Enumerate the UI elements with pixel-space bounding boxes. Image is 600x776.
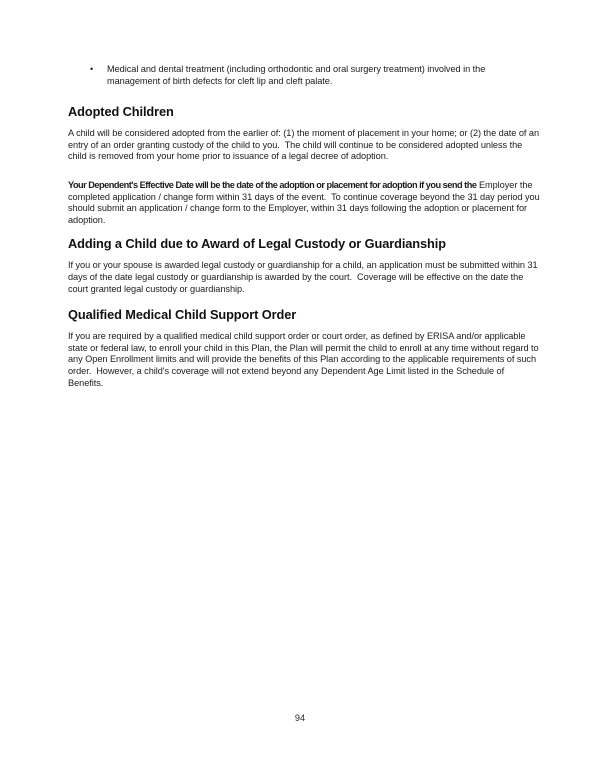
bullet-item-text: Medical and dental treatment (including orthodontic and oral surgery treatment) involved in the management of birth defects for cleft lip and cleft palate. [107,64,488,86]
list-item [90,64,540,87]
section-heading-legal-custody: Adding a Child due to Award of Legal Custody or Guardianship [68,236,446,252]
section-heading-adopted-children: Adopted Children [68,104,174,120]
page-content [68,64,543,389]
paragraph-adopted-definition: A child will be considered adopted from the earlier of: (1) the moment of placement in your home; or (2) the date of an entry of an order granting custody of the child to you. The child will continue to be considered adopted unless the child is removed from your home prior to issuance of a legal decree of adoption. [68,128,542,162]
page-number: 94 [294,713,306,723]
bullet-icon: • [90,64,94,74]
paragraph-qmcso: If you are required by a qualified medical child support order or court order, as defined by ERISA and/or applicable state or federal law, to enroll your child in this Plan, the Plan will permit the child to enroll at any time without regard to any Open Enrollment limits and will provide the benefits of this Plan according to the applicable requirements of such order. However, a child's coverage will not extend beyond any Dependent Age Limit listed in the Schedule of Benefits. [68,331,542,388]
paragraph-bold-lead: Your Dependent's Effective Date will be the date of the adoption or placement for adoption if you send the [68,179,477,190]
paragraph-effective-date [68,179,543,226]
paragraph-legal-custody: If you or your spouse is awarded legal custody or guardianship for a child, an application must be submitted within 31 days of the date legal custody or guardianship is awarded by the court. Coverage will be effective on the date the court granted legal custody or guardianship. [68,260,541,294]
section-heading-qmcso: Qualified Medical Child Support Order [68,307,297,323]
paragraph-rest: Employer the completed application / change form within 31 days of the event. To continue coverage beyond the 31 day period you should submit an application / change form to the Employer, within 31 days following the adoption or placement for adoption. [68,179,543,225]
